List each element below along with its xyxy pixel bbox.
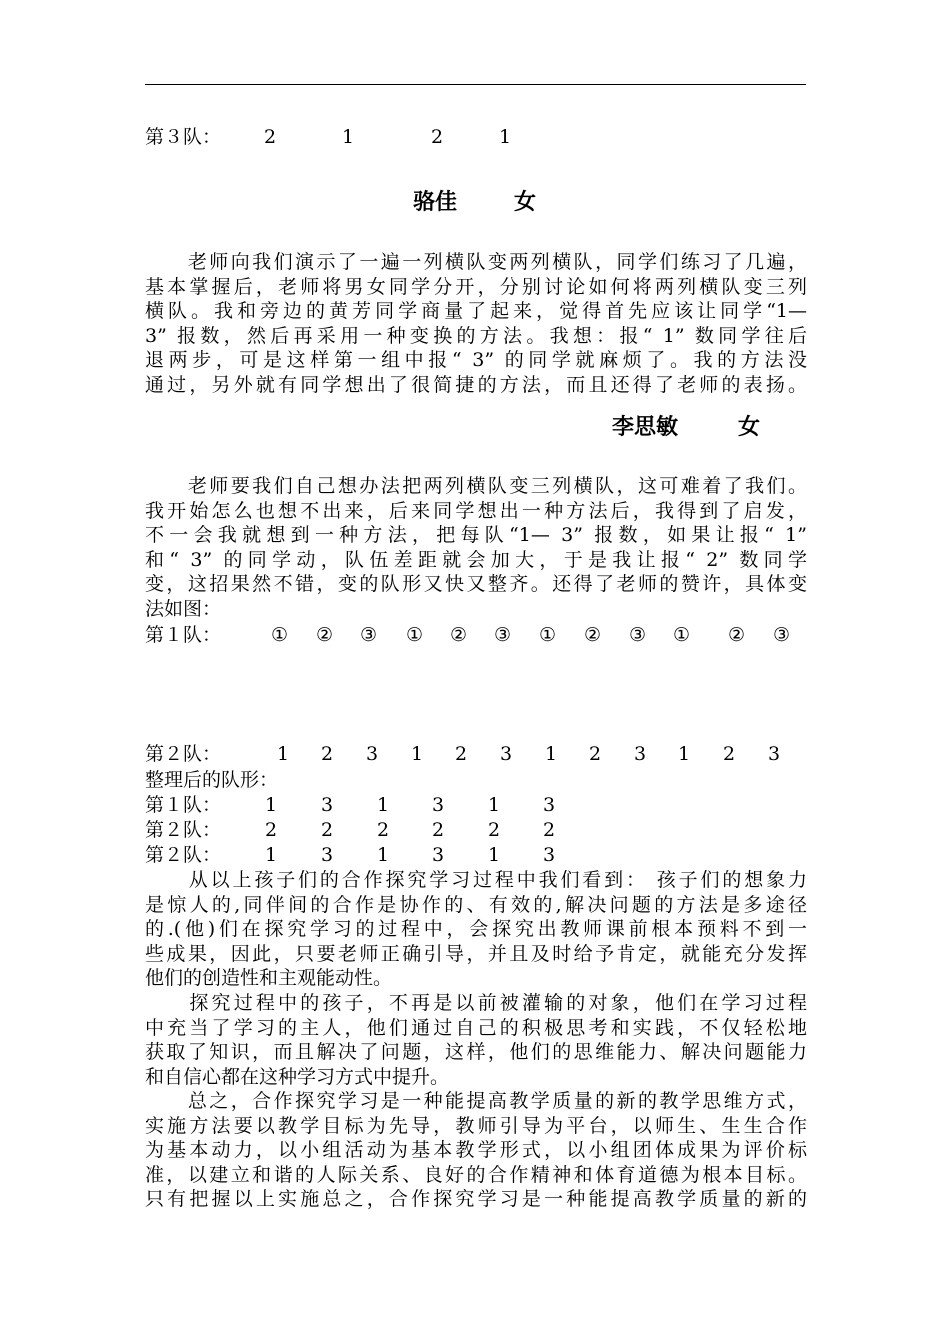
paragraph-line: 探究过程中的孩子，不再是以前被灌输的对象，他们在学习过程 <box>145 992 807 1014</box>
paragraph <box>145 868 807 991</box>
team-value: 2 <box>321 819 334 841</box>
after-row <box>145 843 645 867</box>
team-value: 2 <box>431 126 444 148</box>
team-value: 1 <box>377 794 390 816</box>
team-value: 3 <box>543 794 556 816</box>
after-row-label: 第１队： <box>145 794 222 816</box>
after-title: 整理后的队形： <box>145 769 279 791</box>
team-value: 1 <box>488 794 501 816</box>
paragraph-line: 和“ 3” 的同学动，队伍差距就会加大，于是我让报“ 2” 数同学 <box>145 548 807 571</box>
paragraph-line: 准，以建立和谐的人际关系、良好的合作精神和体育道德为根本目标。 <box>145 1163 807 1186</box>
author-name: 李思敏 <box>612 415 679 440</box>
team-value: 3 <box>321 844 334 866</box>
team-value: ① <box>406 624 424 646</box>
team-value: ① <box>271 624 289 646</box>
paragraph-line: 实施方法要以教学目标为先导，教师引导为平台，以师生、生生合作 <box>145 1114 807 1137</box>
team-value: 3 <box>432 844 445 866</box>
team-value: 2 <box>488 819 501 841</box>
team-value: 1 <box>277 743 290 765</box>
after-row-label: 第２队： <box>145 819 222 841</box>
after-row <box>145 818 645 842</box>
team-value: 3 <box>432 794 445 816</box>
team-value: 2 <box>589 743 602 765</box>
team-value: 1 <box>377 844 390 866</box>
team-value: 2 <box>265 819 278 841</box>
header-rule <box>145 84 806 85</box>
team-value: ② <box>316 624 334 646</box>
team-value: ③ <box>494 624 512 646</box>
team-value: 2 <box>455 743 468 765</box>
team-value: 2 <box>723 743 736 765</box>
paragraph-line: 只有把握以上实施总之，合作探究学习是一种能提高教学质量的新的 <box>145 1188 807 1210</box>
team-value: 2 <box>264 126 277 148</box>
team-value: 1 <box>678 743 691 765</box>
team-3-row <box>145 125 545 149</box>
paragraph-line: 基本掌握后，老师将男女同学分开，分别讨论如何将两列横队变三列 <box>145 275 807 298</box>
paragraph-line: 为基本动力，以小组活动为基本教学形式，以小组团体成果为评价标 <box>145 1139 807 1161</box>
team-value: 3 <box>768 743 781 765</box>
team-value: ③ <box>773 624 791 646</box>
team-value: 2 <box>321 743 334 765</box>
team-value: 3 <box>543 844 556 866</box>
paragraph-line: 不一会我就想到一种方法，把每队“1— 3” 报数，如果让报“ 1” <box>145 524 807 546</box>
paragraph-line: 从以上孩子们的合作探究学习过程中我们看到： 孩子们的想象力 <box>145 869 807 891</box>
paragraph-line: 我开始怎么也想不出来，后来同学想出一种方法后，我得到了启发， <box>145 499 807 522</box>
team-value: ③ <box>629 624 647 646</box>
author-name: 骆佳 <box>413 190 458 215</box>
team-2-label: 第２队： <box>145 743 222 765</box>
author-gender: 女 <box>514 190 537 215</box>
team-value: ① <box>539 624 557 646</box>
paragraph-line: 横队。我和旁边的黄芳同学商量了起来，觉得首先应该让同学“1— <box>145 300 807 322</box>
team-value: 2 <box>432 819 445 841</box>
team-value: 1 <box>265 844 278 866</box>
team-value: 1 <box>488 844 501 866</box>
team-value: 2 <box>377 819 390 841</box>
paragraph-line: 他们的创造性和主观能动性。 <box>145 967 393 989</box>
team-value: 1 <box>545 743 558 765</box>
team-value: 1 <box>342 126 355 148</box>
after-row-label: 第２队： <box>145 844 222 866</box>
author-gender: 女 <box>738 415 761 440</box>
paragraph <box>145 250 807 397</box>
team-value: ② <box>450 624 468 646</box>
paragraph-line: 退两步，可是这样第一组中报“ 3” 的同学就麻烦了。我的方法没 <box>145 349 807 371</box>
team-value: 1 <box>499 126 512 148</box>
paragraph-line: 获取了知识，而且解决了问题，这样，他们的思维能力、解决问题能力 <box>145 1041 807 1063</box>
paragraph-line: 中充当了学习的主人，他们通过自己的积极思考和实践，不仅轻松地 <box>145 1016 807 1039</box>
team-2-row <box>145 742 807 766</box>
paragraph-line: 些成果，因此，只要老师正确引导，并且及时给予肯定，就能充分发挥 <box>145 942 807 965</box>
paragraph <box>145 991 807 1089</box>
team-value: 2 <box>543 819 556 841</box>
team-value: ② <box>584 624 602 646</box>
paragraph-line: 法如图： <box>145 597 222 620</box>
team-value: 3 <box>321 794 334 816</box>
paragraph-line: 老师向我们演示了一遍一列横队变两列横队，同学们练习了几遍， <box>145 251 807 273</box>
paragraph-line: 老师要我们自己想办法把两列横队变三列横队，这可难着了我们。 <box>145 475 807 497</box>
team-value: ② <box>728 624 746 646</box>
team-1-row <box>145 623 807 647</box>
team-value: ③ <box>360 624 378 646</box>
team-value: 1 <box>411 743 424 765</box>
paragraph-line: 变，这招果然不错，变的队形又快又整齐。还得了老师的赞许，具体变 <box>145 573 807 595</box>
paragraph <box>145 474 807 621</box>
team-value: 1 <box>265 794 278 816</box>
team-value: 3 <box>634 743 647 765</box>
team-value: 3 <box>500 743 513 765</box>
team-value: 3 <box>366 743 379 765</box>
paragraph <box>145 1089 807 1212</box>
paragraph-line: 3” 报数，然后再采用一种变换的方法。我想：报“ 1” 数同学往后 <box>145 324 807 347</box>
team-1-label: 第１队： <box>145 624 222 646</box>
paragraph-line: 总之，合作探究学习是一种能提高教学质量的新的教学思维方式， <box>145 1090 807 1112</box>
paragraph-line: 是惊人的,同伴间的合作是协作的、有效的,解决问题的方法是多途径 <box>145 893 807 916</box>
team-3-label: 第３队： <box>145 126 222 148</box>
paragraph-line: 和自信心都在这种学习方式中提升。 <box>145 1065 450 1088</box>
paragraph-line: 的.(他)们在探究学习的过程中，会探究出教师课前根本预料不到一 <box>145 918 807 940</box>
paragraph-line: 通过，另外就有同学想出了很简捷的方法，而且还得了老师的表扬。 <box>145 373 807 396</box>
after-row <box>145 793 645 817</box>
team-value: ① <box>673 624 691 646</box>
